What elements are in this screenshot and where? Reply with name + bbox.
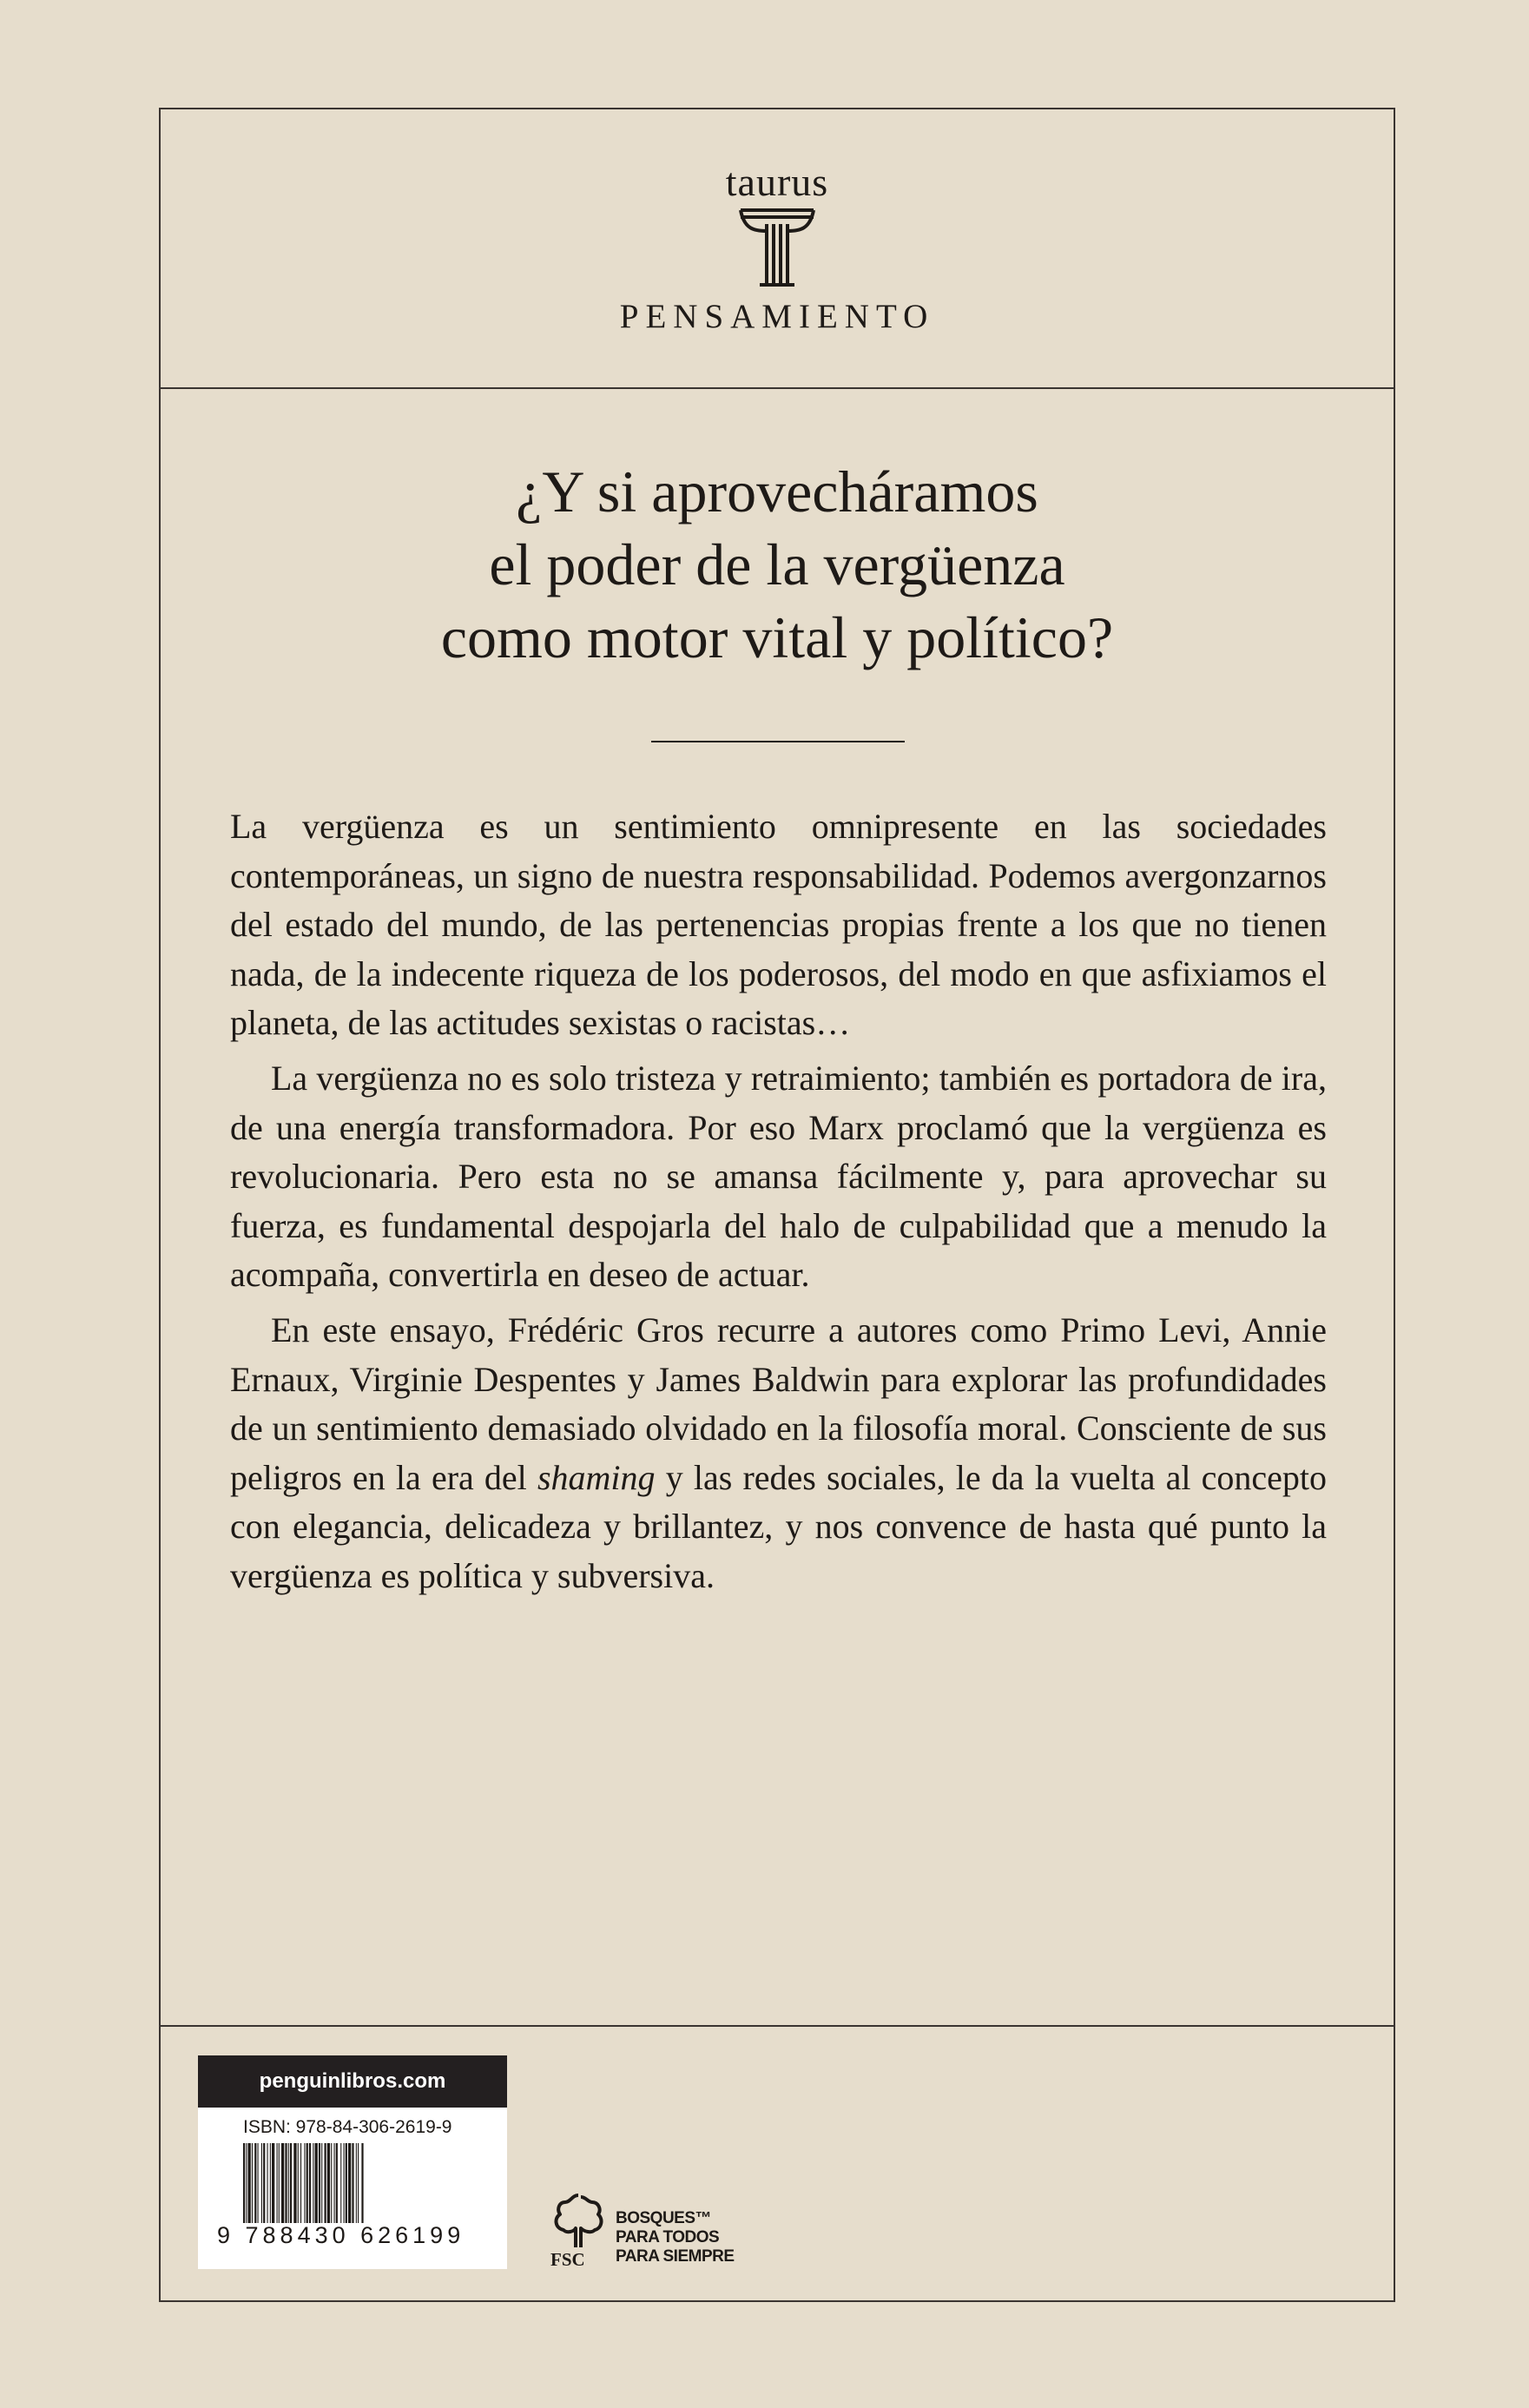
barcode-bar (315, 2143, 318, 2223)
barcode-bar (254, 2143, 256, 2223)
barcode-bar (246, 2143, 247, 2223)
blurb (230, 802, 1327, 1607)
barcode-bar (279, 2143, 280, 2223)
barcode-bar (293, 2143, 296, 2223)
barcode-bar (352, 2143, 353, 2223)
barcode-bar (346, 2143, 347, 2223)
barcode-bar (277, 2143, 278, 2223)
blurb-paragraph-2: La vergüenza no es solo tristeza y retraimiento; también es portadora de ira, de una energía transformadora. Por eso Marx proclamó que la vergüenza es revolucionaria. Pero esta no se amansa fácilmente y, para aprovechar su fuerza, es fundamental despojarla del halo de culpabilidad que a menudo la acompaña, convertirla en deseo de actuar. (230, 1058, 1327, 1295)
italic-term: shaming (537, 1457, 656, 1497)
barcode-bar (309, 2143, 311, 2223)
barcode-bar (321, 2143, 322, 2223)
barcode-bar (334, 2143, 335, 2223)
barcode-bar (290, 2143, 292, 2223)
barcode-bar (252, 2143, 253, 2223)
blurb-paragraph-1: La vergüenza es un sentimiento omnipresente en las sociedades contemporáneas, un signo de nuestra responsabilidad. Podemos avergonzarnos del estado del mundo, de las pertenencias propias frente a los que no tienen nada, de la indecente riqueza de los poderosos, del modo en que asfixiamos el planeta, de las actitudes sexistas o racistas… (230, 807, 1327, 1043)
fsc-line-2: PARA TODOS (616, 2228, 720, 2246)
barcode-bar (348, 2143, 351, 2223)
isbn-text: ISBN: 978-84-306-2619-9 (243, 2117, 452, 2137)
barcode-digits: 9 788430 626199 (217, 2222, 465, 2248)
divider-top (161, 387, 1394, 389)
fsc-label: FSC (550, 2249, 585, 2270)
barcode-bar (358, 2143, 359, 2223)
barcode-bar (336, 2143, 338, 2223)
fsc-line-3: PARA SIEMPRE (616, 2247, 735, 2266)
barcode-bar (344, 2143, 345, 2223)
barcode-bar (306, 2143, 308, 2223)
barcode-bar (340, 2143, 341, 2223)
barcode-image (243, 2143, 467, 2223)
barcode-bar (327, 2143, 330, 2223)
website-label: penguinlibros.com (198, 2055, 507, 2108)
paragraph-3-end: y las redes sociales, le da la vuelta al concepto con elegancia, delicadeza y brillantez, y nos convence de hasta qué punto la vergüenza es política y subversiva. (230, 1457, 1328, 1595)
brand-name: taurus (725, 160, 829, 204)
barcode-bar (270, 2143, 271, 2223)
barcode-bar (261, 2143, 262, 2223)
barcode-bar (319, 2143, 320, 2223)
blurb-paragraph-3 (230, 1306, 1327, 1601)
publisher-logo (161, 160, 1394, 337)
barcode-bar (331, 2143, 332, 2223)
barcode-bar (288, 2143, 289, 2223)
barcode-bar (300, 2143, 301, 2223)
headline-line-3: como motor vital y político? (440, 604, 1114, 670)
barcode-bar (263, 2143, 265, 2223)
headline (161, 455, 1394, 674)
cover-frame (159, 108, 1395, 2302)
barcode-bar (285, 2143, 287, 2223)
barcode-panel (198, 2055, 507, 2269)
barcode-bar (298, 2143, 299, 2223)
barcode-bar (248, 2143, 251, 2223)
barcode-bar (267, 2143, 268, 2223)
barcode-bar (304, 2143, 305, 2223)
fsc-line-1: BOSQUES™ (616, 2209, 712, 2227)
fsc-slogan (616, 2209, 735, 2266)
barcode-bar (243, 2143, 245, 2223)
headline-line-2: el poder de la vergüenza (489, 531, 1065, 597)
taurus-t-icon (737, 207, 817, 288)
barcode-bar (361, 2143, 363, 2223)
divider-bottom (161, 2025, 1394, 2027)
short-rule (651, 741, 905, 742)
barcode-bar (272, 2143, 274, 2223)
barcode-bar (258, 2143, 259, 2223)
barcode-bar (281, 2143, 284, 2223)
paragraph-3-start: En este ensayo, Frédéric Gros recurre a autores como Primo Levi, Annie Ernaux, Virginie Despentes y James Baldwin para explorar las profundidades de un sentimiento demasiado olvidado en la filosofía moral. Consciente de sus peligros en la era del (230, 1310, 1327, 1497)
series-name: PENSAMIENTO (619, 298, 935, 335)
fsc-tree-icon (548, 2190, 609, 2251)
headline-line-1: ¿Y si aprovecháramos (516, 459, 1038, 524)
barcode-bar (325, 2143, 326, 2223)
barcode-bar (356, 2143, 357, 2223)
